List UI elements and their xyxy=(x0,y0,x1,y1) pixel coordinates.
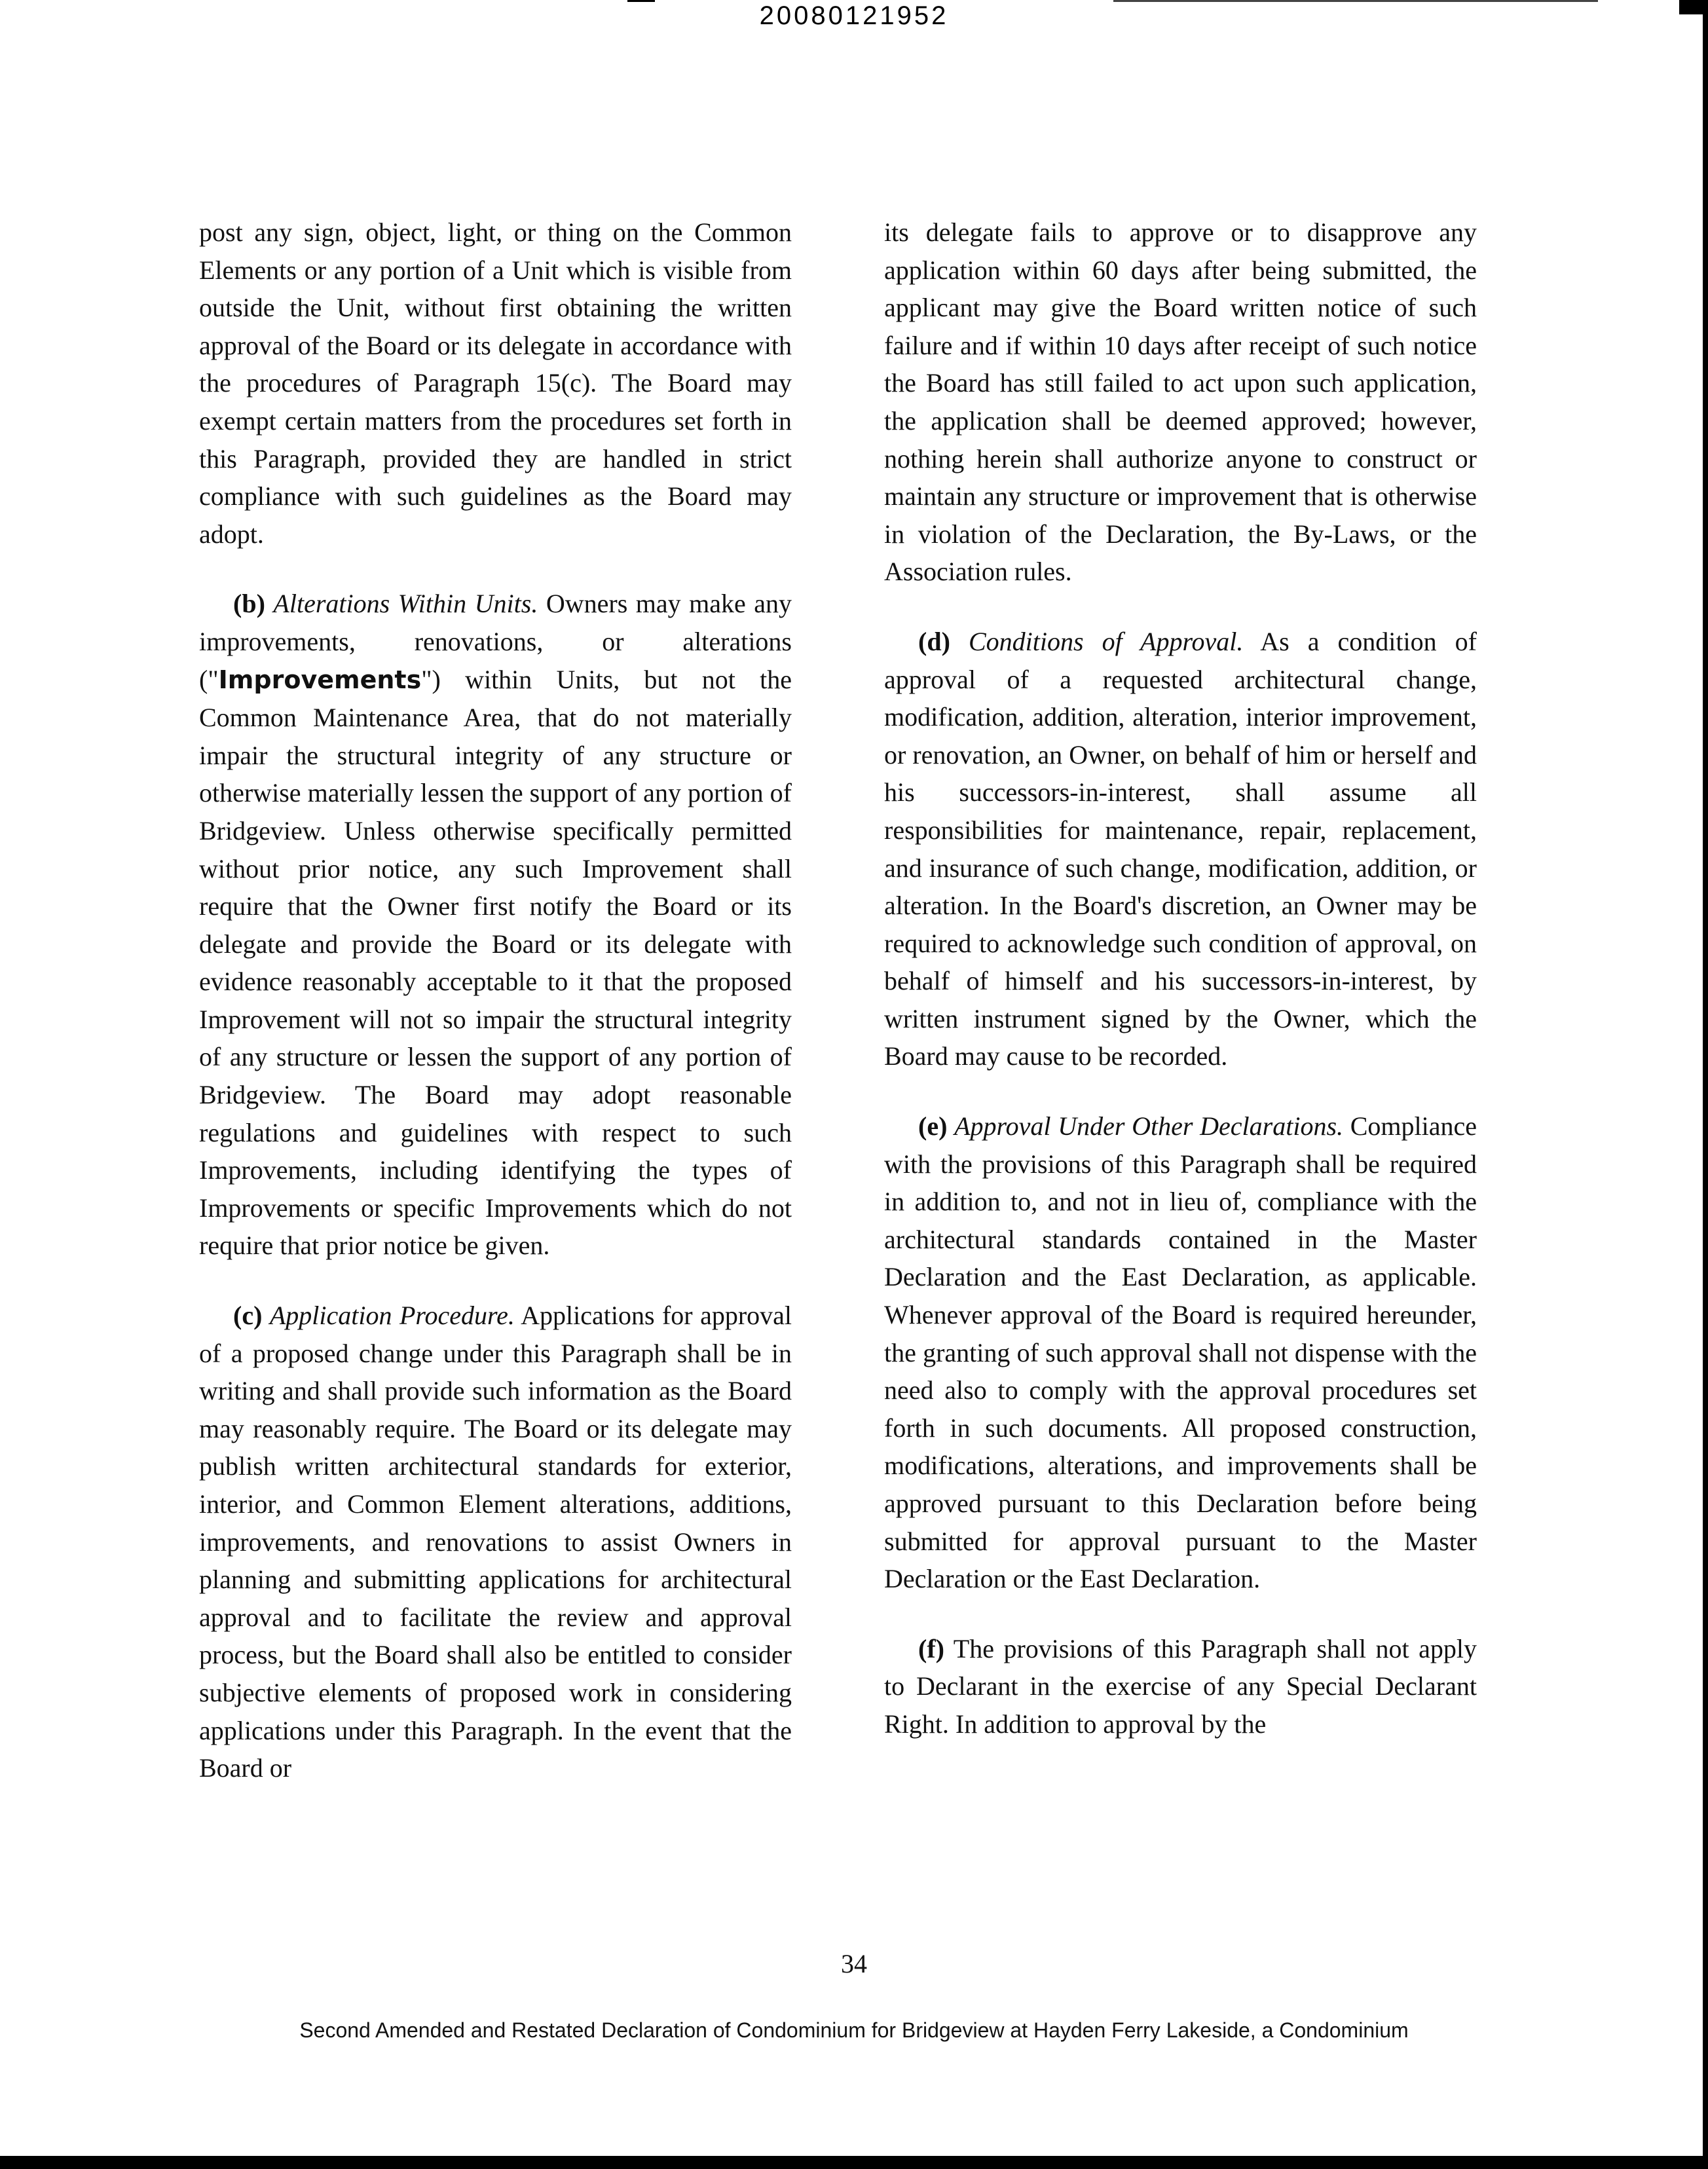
paragraph-text: As a condition of approval of a requested architectural change, modification, addition, alteration, interior improvement, or renovation, an Owner, on behalf of him or herself and his successors-in-interest, shall assume all responsibilities for maintenance, repair, replacement, and insurance of such change, modification, addition, or alteration. In the Board's discretion, an Owner may be required to acknowledge such condition of approval, on behalf of himself and his successors-in-interest, by written instrument signed by the Owner, which the Board may cause to be recorded. xyxy=(884,626,1477,1071)
paragraph-heading: Application Procedure. xyxy=(269,1301,515,1331)
right-column xyxy=(884,213,1477,1775)
paragraph-text: Applications for approval of a proposed change under this Paragraph shall be in writing and shall provide such information as the Board may reasonably require. The Board or its delegate may publish written architectural standards for exterior, interior, and Common Element alterations, additions, improvements, and renovations to assist Owners in planning and submitting applications for architectural approval and to facilitate the review and approval process, but the Board shall also be entitled to consider subjective elements of proposed work in considering applications under this Paragraph. In the event that the Board or xyxy=(199,1301,792,1783)
paragraph-heading: Approval Under Other Declarations. xyxy=(954,1111,1344,1141)
paragraph-heading: Conditions of Approval. xyxy=(968,626,1244,656)
paragraph-label: (b) xyxy=(233,589,265,619)
paragraph-d xyxy=(884,623,1477,1075)
paragraph-label: (e) xyxy=(918,1111,948,1141)
document-footer: Second Amended and Restated Declaration of Condominium for Bridgeview at Hayden Ferry Lakeside, a Condominium xyxy=(299,2018,1409,2042)
page-number: 34 xyxy=(841,1949,867,1978)
left-column xyxy=(199,213,792,1819)
paragraph-text: Owners may make any improvements, renovations, or alterations (" xyxy=(199,589,792,694)
recording-number: 20080121952 xyxy=(759,1,949,30)
paragraph-continued xyxy=(199,213,792,553)
paragraph-f xyxy=(884,1630,1477,1743)
paragraph-label: (c) xyxy=(233,1301,263,1331)
paragraph-c xyxy=(199,1297,792,1787)
paragraph-b xyxy=(199,585,792,1265)
paragraph-text: its delegate fails to approve or to disapprove any application within 60 days after being submitted, the applicant may give the Board written notice of such failure and if within 10 days after receipt of such notice the Board has still failed to act upon such application, the application shall be deemed approved; however, nothing herein shall authorize anyone to construct or maintain any structure or improvement that is otherwise in violation of the Declaration, the By-Laws, or the Association rules. xyxy=(884,217,1477,587)
paragraph-heading: Alterations Within Units. xyxy=(273,589,538,619)
scan-edge-right xyxy=(1703,0,1708,2169)
paragraph-label: (f) xyxy=(918,1633,944,1663)
paragraph-text: Compliance with the provisions of this Paragraph shall be required in addition to, and not in lieu of, compliance with the architectural standards contained in the Master Declaration and the East Declaration, as applicable. Whenever approval of the Board is required hereunder, the granting of such approval shall not dispense with the need also to comply with the approval procedures set forth in such documents. All proposed construction, modifications, alterations, and improvements shall be approved pursuant to this Declaration before being submitted for approval pursuant to the Master Declaration or the East Declaration. xyxy=(884,1111,1477,1594)
paragraph-text: The provisions of this Paragraph shall not apply to Declarant in the exercise of any Special Declarant Right. In addition to approval by the xyxy=(884,1633,1477,1739)
paragraph-text: ") within Units, but not the Common Maintenance Area, that do not materially impair the structural integrity of any structure or otherwise materially lessen the support of any portion of Bridgeview. Unless otherwise specifically permitted without prior notice, any such Improvement shall require that the Owner first notify the Board or its delegate and provide the Board or its delegate with evidence reasonably acceptable to it that the proposed Improvement will not so impair the structural integrity of any structure or lessen the support of any portion of Bridgeview. The Board may adopt reasonable regulations and guidelines with respect to such Improvements, including identifying the types of Improvements or specific Improvements which do not require that prior notice be given. xyxy=(199,664,792,1261)
paragraph-text: post any sign, object, light, or thing on the Common Elements or any portion of a Unit which is visible from outside the Unit, without first obtaining the written approval of the Board or its delegate in accordance with the procedures of Paragraph 15(c). The Board may exempt certain matters from the procedures set forth in this Paragraph, provided they are handled in strict compliance with such guidelines as the Board may adopt. xyxy=(199,217,792,549)
paragraph-label: (d) xyxy=(918,626,950,656)
scan-edge-bottom xyxy=(0,2156,1708,2169)
paragraph-c-continued xyxy=(884,213,1477,591)
defined-term: Improvements xyxy=(218,665,422,694)
paragraph-e xyxy=(884,1107,1477,1598)
